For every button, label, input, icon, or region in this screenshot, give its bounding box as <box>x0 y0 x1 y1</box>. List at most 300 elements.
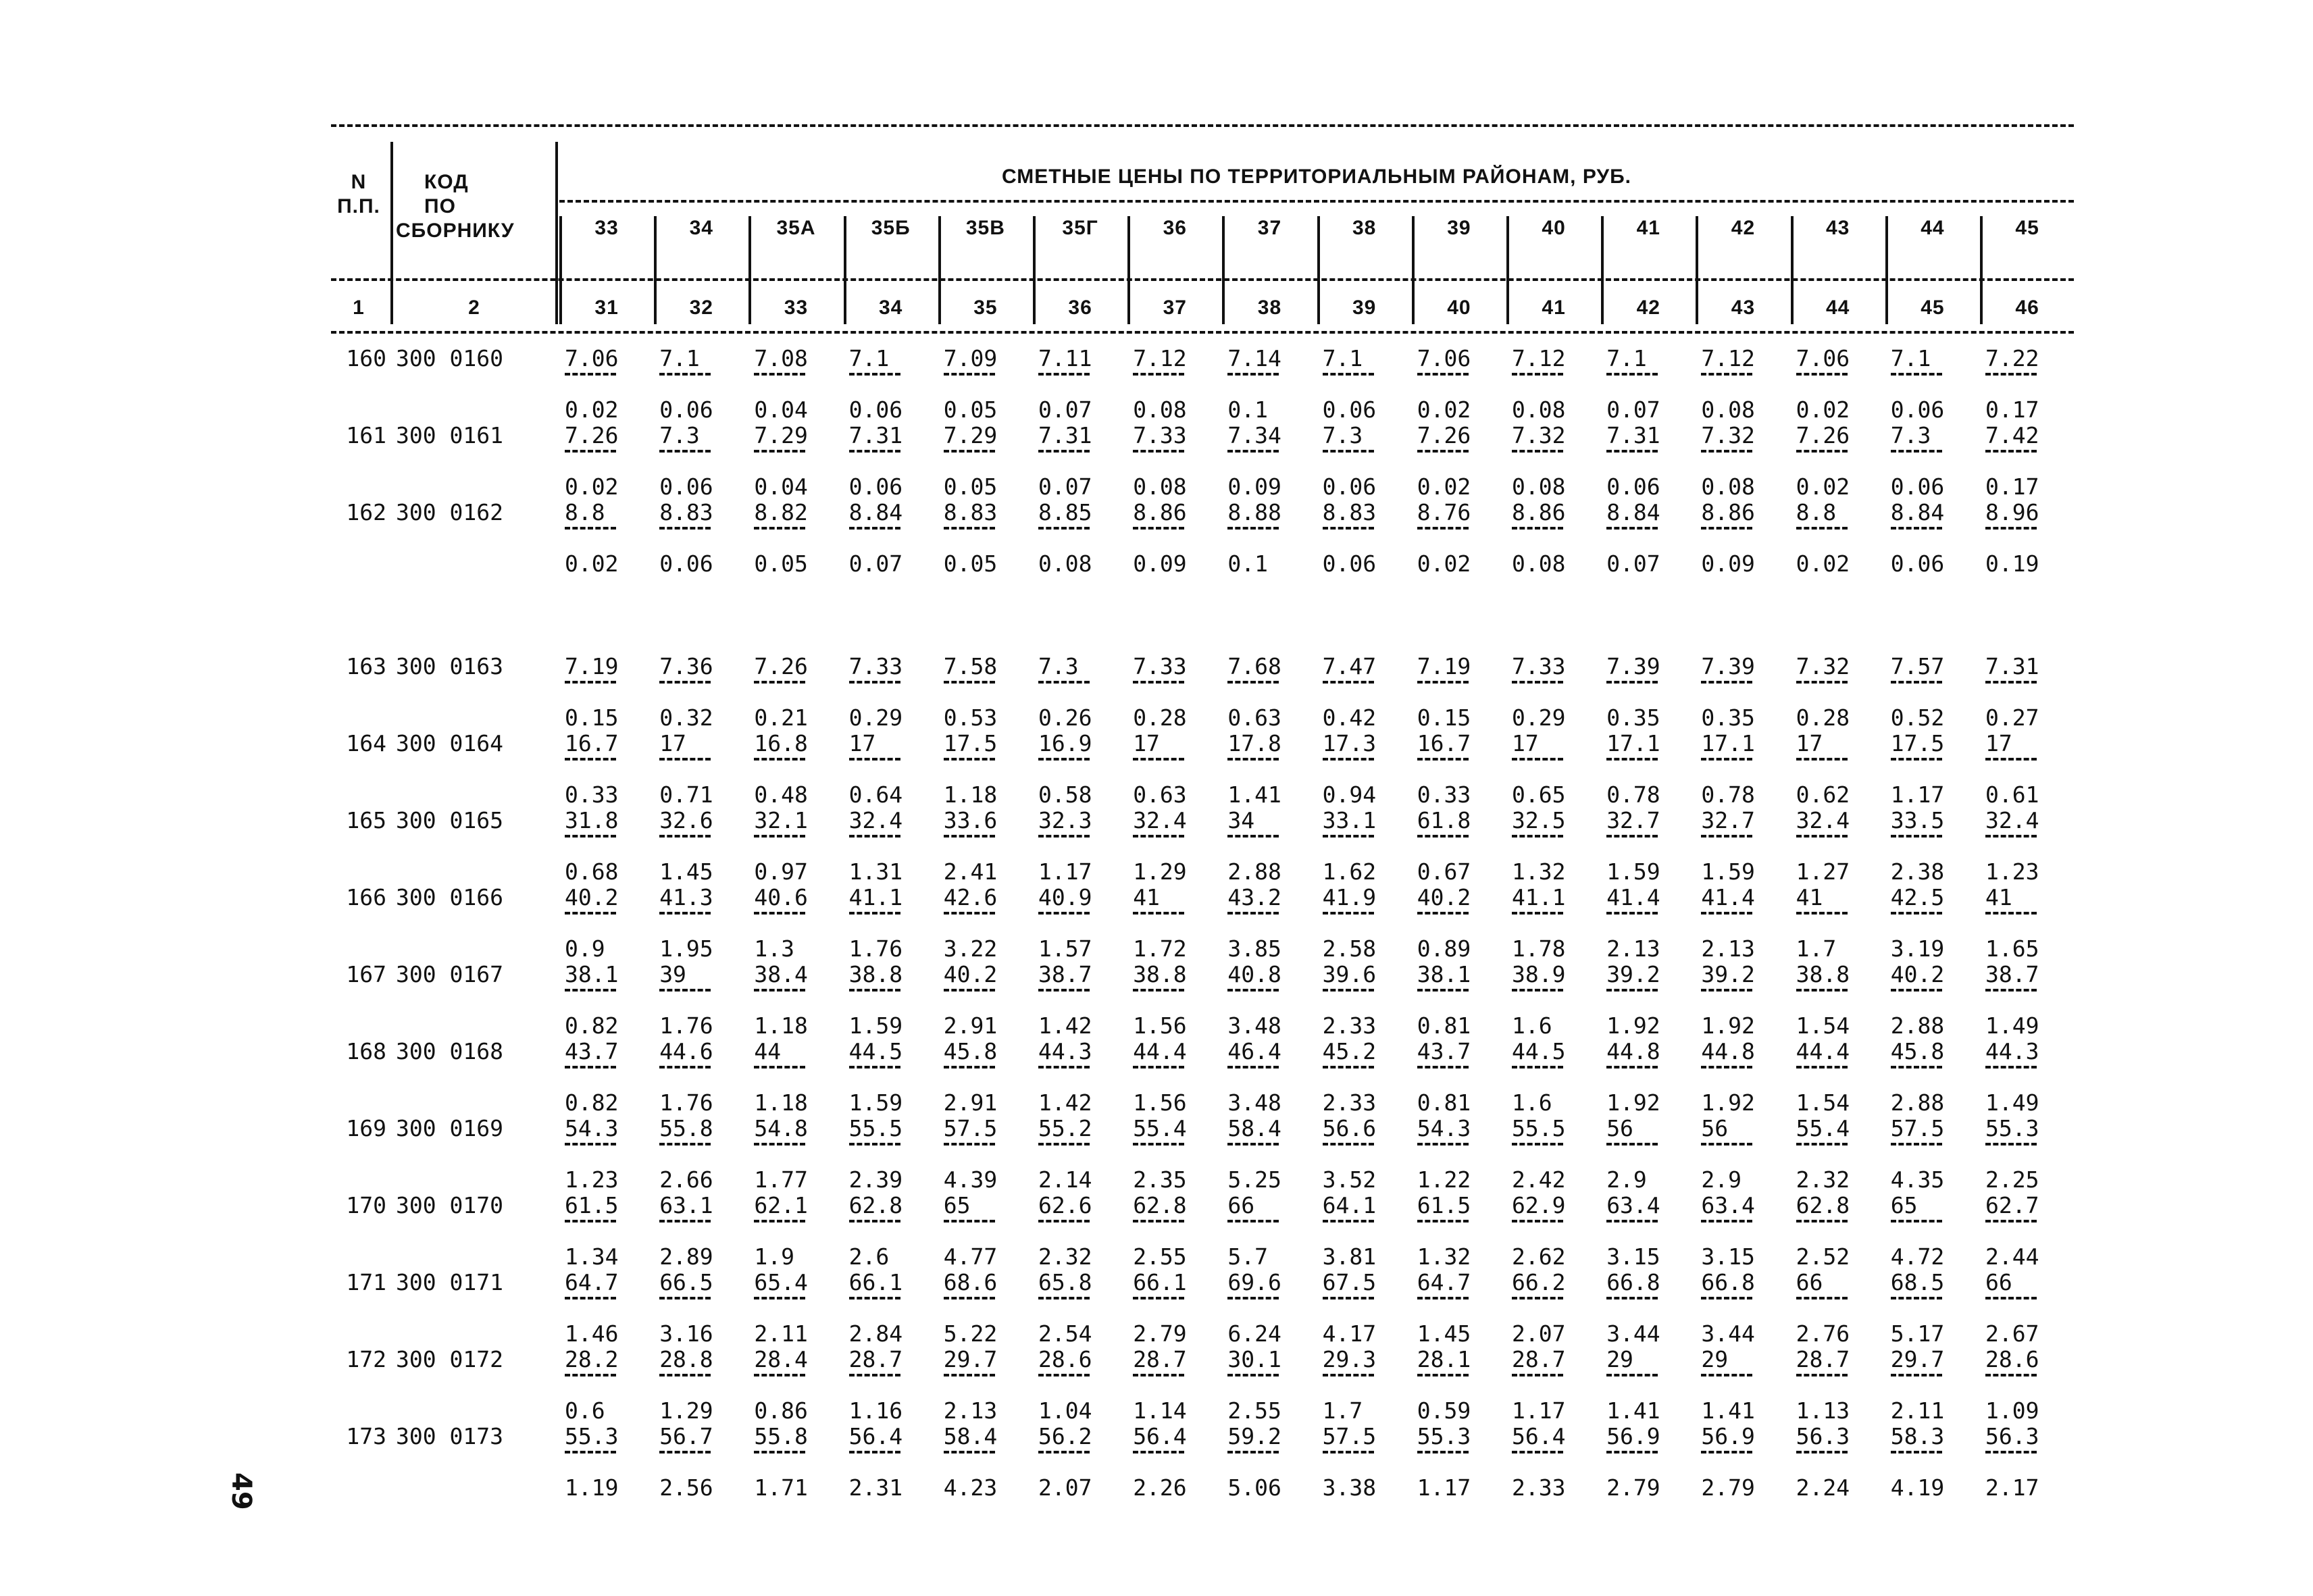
price-value: 40.2 <box>1417 884 1471 910</box>
price-value: 57.5 <box>1322 1423 1377 1449</box>
price-value: 8.88 <box>1227 499 1281 525</box>
price-component-value: 0.05 <box>943 473 998 500</box>
price-component-value: 1.46 <box>565 1320 619 1347</box>
price-value: 44.4 <box>1133 1038 1187 1064</box>
fraction-line <box>1417 450 1469 453</box>
price-value: 68.6 <box>943 1269 998 1295</box>
price-component-value: 0.09 <box>1133 550 1187 577</box>
price-component-value: 0.19 <box>1985 550 2039 577</box>
price-component-value: 1.16 <box>848 1397 903 1424</box>
fraction-line <box>1417 1297 1469 1299</box>
price-value: 65.8 <box>1038 1269 1092 1295</box>
fraction-line <box>1323 1066 1374 1069</box>
price-value: 55.5 <box>1512 1115 1566 1141</box>
price-component-value: 0.33 <box>1417 781 1471 808</box>
price-component-value: 0.68 <box>565 858 619 885</box>
price-component-value: 0.07 <box>1038 473 1092 500</box>
price-value: 17.5 <box>943 730 998 756</box>
price-component-value: 1.49 <box>1985 1089 2039 1116</box>
price-value: 7.14 <box>1227 345 1281 371</box>
row-code: 300 0171 <box>396 1269 503 1295</box>
fraction-line <box>1323 1143 1374 1145</box>
fraction-line <box>1133 989 1184 992</box>
fraction-line <box>754 1220 805 1222</box>
fraction-line <box>1701 1066 1752 1069</box>
price-component-value: 1.17 <box>1417 1474 1471 1501</box>
price-value: 8.76 <box>1417 499 1471 525</box>
price-component-value: 1.29 <box>1133 858 1187 885</box>
price-component-value: 4.17 <box>1322 1320 1377 1347</box>
price-component-value: 2.38 <box>1890 858 1945 885</box>
price-component-value: 2.6 <box>848 1243 890 1270</box>
fraction-line <box>944 1143 995 1145</box>
fraction-line <box>1701 1297 1752 1299</box>
price-value: 41.9 <box>1322 884 1377 910</box>
price-component-value: 1.09 <box>1985 1397 2039 1424</box>
fraction-line <box>1606 527 1658 530</box>
fraction-line <box>1417 1220 1469 1222</box>
price-component-value: 2.54 <box>1038 1320 1092 1347</box>
column-number-7: 38 <box>1257 297 1282 319</box>
price-component-value: 0.6 <box>565 1397 605 1424</box>
fraction-line <box>849 1066 900 1069</box>
fraction-line <box>1038 373 1090 376</box>
price-component-value: 0.06 <box>659 550 713 577</box>
price-value: 55.5 <box>848 1115 903 1141</box>
price-component-value: 2.9 <box>1606 1166 1647 1193</box>
price-component-value: 0.06 <box>1890 396 1945 423</box>
price-component-value: 0.07 <box>1606 550 1660 577</box>
price-value: 28.4 <box>754 1346 808 1372</box>
fraction-line <box>659 527 711 530</box>
district-header-0: 33 <box>594 217 619 239</box>
price-value: 7.1 <box>1606 345 1647 371</box>
fraction-line <box>944 681 995 684</box>
price-component-value: 0.06 <box>848 396 903 423</box>
fraction-line <box>1133 1297 1184 1299</box>
price-component-value: 5.7 <box>1227 1243 1268 1270</box>
fraction-line <box>1985 989 2037 992</box>
price-component-value: 0.02 <box>1417 396 1471 423</box>
page-number: 49 <box>226 1472 257 1510</box>
fraction-line <box>1227 1374 1279 1376</box>
price-value: 63.1 <box>659 1192 713 1218</box>
price-value: 7.47 <box>1322 653 1377 679</box>
fraction-line <box>1133 527 1184 530</box>
price-component-value: 2.13 <box>1701 935 1755 962</box>
fraction-line <box>565 450 616 453</box>
price-value: 66.2 <box>1512 1269 1566 1295</box>
price-component-value: 0.17 <box>1985 396 2039 423</box>
price-value: 29.7 <box>1890 1346 1945 1372</box>
price-value: 58.4 <box>943 1423 998 1449</box>
district-header-14: 44 <box>1921 217 1945 239</box>
price-component-value: 0.28 <box>1796 704 1850 731</box>
price-component-value: 2.24 <box>1796 1474 1850 1501</box>
fraction-line <box>1891 450 1942 453</box>
price-value: 8.84 <box>1890 499 1945 525</box>
fraction-line <box>754 681 805 684</box>
fraction-line <box>1701 373 1752 376</box>
price-component-value: 1.45 <box>659 858 713 885</box>
price-component-value: 2.31 <box>848 1474 903 1501</box>
price-component-value: 0.09 <box>1701 550 1755 577</box>
price-component-value: 0.08 <box>1133 473 1187 500</box>
row-code: 300 0162 <box>396 499 503 525</box>
price-value: 56 <box>1606 1115 1633 1141</box>
col-num-2: 2 <box>468 297 480 319</box>
price-value: 66.5 <box>659 1269 713 1295</box>
price-value: 44.8 <box>1606 1038 1660 1064</box>
fraction-line <box>1891 1451 1942 1453</box>
price-component-value: 1.17 <box>1038 858 1092 885</box>
column-number-8: 39 <box>1352 297 1377 319</box>
fraction-line <box>944 1297 995 1299</box>
price-value: 28.6 <box>1985 1346 2039 1372</box>
fraction-line <box>1038 1451 1090 1453</box>
fraction-line <box>849 835 900 838</box>
fraction-line <box>1417 758 1469 761</box>
fraction-line <box>849 527 900 530</box>
price-value: 8.83 <box>1322 499 1377 525</box>
price-value: 7.19 <box>1417 653 1471 679</box>
price-value: 7.32 <box>1796 653 1850 679</box>
price-component-value: 1.6 <box>1512 1012 1552 1039</box>
price-component-value: 0.08 <box>1512 396 1566 423</box>
district-header-8: 38 <box>1352 217 1377 239</box>
price-component-value: 1.13 <box>1796 1397 1850 1424</box>
price-value: 38.1 <box>565 961 619 987</box>
fraction-line <box>1512 1066 1563 1069</box>
fraction-line <box>754 527 805 530</box>
fraction-line <box>659 1374 711 1376</box>
price-component-value: 4.72 <box>1890 1243 1945 1270</box>
fraction-line <box>1227 1220 1279 1222</box>
price-component-value: 1.56 <box>1133 1089 1187 1116</box>
fraction-line <box>754 758 805 761</box>
price-component-value: 0.05 <box>754 550 808 577</box>
fraction-line <box>1701 1374 1752 1376</box>
price-component-value: 2.25 <box>1985 1166 2039 1193</box>
fraction-line <box>1038 681 1090 684</box>
price-component-value: 1.92 <box>1606 1089 1660 1116</box>
fraction-line <box>849 1220 900 1222</box>
price-value: 28.7 <box>1133 1346 1187 1372</box>
fraction-line <box>1606 835 1658 838</box>
price-value: 17.3 <box>1322 730 1377 756</box>
column-number-4: 35 <box>973 297 998 319</box>
price-value: 7.58 <box>943 653 998 679</box>
price-component-value: 2.07 <box>1038 1474 1092 1501</box>
price-value: 41.4 <box>1606 884 1660 910</box>
fraction-line <box>1606 758 1658 761</box>
price-value: 55.3 <box>1985 1115 2039 1141</box>
price-value: 28.8 <box>659 1346 713 1372</box>
header-divider-code <box>555 142 558 324</box>
price-value: 44.6 <box>659 1038 713 1064</box>
fraction-line <box>1985 1297 2037 1299</box>
fraction-line <box>1038 912 1090 915</box>
fraction-line <box>565 835 616 838</box>
price-value: 7.06 <box>565 345 619 371</box>
price-value: 8.82 <box>754 499 808 525</box>
fraction-line <box>1512 1143 1563 1145</box>
price-value: 64.7 <box>565 1269 619 1295</box>
price-component-value: 0.02 <box>1796 396 1850 423</box>
column-number-11: 42 <box>1636 297 1660 319</box>
price-value: 38.8 <box>848 961 903 987</box>
price-value: 8.86 <box>1133 499 1187 525</box>
fraction-line <box>1038 1297 1090 1299</box>
price-value: 17 <box>1985 730 2012 756</box>
district-header-1: 34 <box>689 217 713 239</box>
price-component-value: 1.41 <box>1227 781 1281 808</box>
fraction-line <box>1133 1374 1184 1376</box>
price-component-value: 3.48 <box>1227 1012 1281 1039</box>
price-value: 56.9 <box>1606 1423 1660 1449</box>
price-component-value: 0.08 <box>1701 473 1755 500</box>
fraction-line <box>1227 1451 1279 1453</box>
price-value: 41.3 <box>659 884 713 910</box>
district-header-11: 41 <box>1636 217 1660 239</box>
fraction-line <box>1985 1374 2037 1376</box>
price-value: 56.7 <box>659 1423 713 1449</box>
fraction-line <box>944 835 995 838</box>
fraction-line <box>1133 681 1184 684</box>
price-component-value: 2.79 <box>1606 1474 1660 1501</box>
fraction-line <box>1891 912 1942 915</box>
price-value: 7.11 <box>1038 345 1092 371</box>
fraction-line <box>565 912 616 915</box>
col-code-sublabel: ПО <box>424 195 456 217</box>
price-value: 7.68 <box>1227 653 1281 679</box>
fraction-line <box>944 989 995 992</box>
fraction-line <box>1606 1220 1658 1222</box>
price-value: 7.33 <box>1133 653 1187 679</box>
price-component-value: 0.94 <box>1322 781 1377 808</box>
price-component-value: 0.53 <box>943 704 998 731</box>
price-value: 17.8 <box>1227 730 1281 756</box>
column-number-10: 41 <box>1542 297 1566 319</box>
price-value: 63.4 <box>1606 1192 1660 1218</box>
price-value: 45.8 <box>1890 1038 1945 1064</box>
fraction-line <box>1227 758 1279 761</box>
price-component-value: 3.15 <box>1606 1243 1660 1270</box>
price-component-value: 2.88 <box>1890 1012 1945 1039</box>
fraction-line <box>849 681 900 684</box>
price-value: 17 <box>659 730 686 756</box>
fraction-line <box>754 1297 805 1299</box>
price-component-value: 1.49 <box>1985 1012 2039 1039</box>
price-component-value: 2.84 <box>848 1320 903 1347</box>
fraction-line <box>754 1451 805 1453</box>
price-component-value: 0.04 <box>754 396 808 423</box>
header-inner-rule <box>559 200 2074 203</box>
price-component-value: 2.13 <box>1606 935 1660 962</box>
fraction-line <box>1891 681 1942 684</box>
price-component-value: 1.92 <box>1701 1012 1755 1039</box>
fraction-line <box>1417 989 1469 992</box>
price-component-value: 1.95 <box>659 935 713 962</box>
price-value: 29 <box>1606 1346 1633 1372</box>
fraction-line <box>565 681 616 684</box>
row-number: 171 <box>346 1269 386 1295</box>
fraction-line <box>565 1297 616 1299</box>
price-component-value: 1.6 <box>1512 1089 1552 1116</box>
price-component-value: 3.19 <box>1890 935 1945 962</box>
fraction-line <box>1417 681 1469 684</box>
price-component-value: 0.06 <box>1890 550 1945 577</box>
price-component-value: 0.27 <box>1985 704 2039 731</box>
price-component-value: 2.55 <box>1227 1397 1281 1424</box>
price-value: 32.4 <box>848 807 903 833</box>
fraction-line <box>1985 912 2037 915</box>
price-component-value: 1.59 <box>848 1089 903 1116</box>
price-value: 7.26 <box>754 653 808 679</box>
price-value: 57.5 <box>1890 1115 1945 1141</box>
price-value: 7.39 <box>1606 653 1660 679</box>
fraction-line <box>1512 989 1563 992</box>
row-code: 300 0165 <box>396 807 503 833</box>
price-component-value: 5.25 <box>1227 1166 1281 1193</box>
price-value: 44 <box>754 1038 782 1064</box>
column-number-15: 46 <box>2015 297 2039 319</box>
price-component-value: 0.17 <box>1985 473 2039 500</box>
fraction-line <box>849 1374 900 1376</box>
price-value: 66 <box>1985 1269 2012 1295</box>
price-value: 7.3 <box>1890 422 1931 448</box>
price-component-value: 0.06 <box>1322 396 1377 423</box>
fraction-line <box>1038 450 1090 453</box>
fraction-line <box>944 1066 995 1069</box>
price-value: 61.8 <box>1417 807 1471 833</box>
fraction-line <box>1891 1220 1942 1222</box>
district-header-7: 37 <box>1257 217 1282 239</box>
price-value: 7.33 <box>1512 653 1566 679</box>
price-component-value: 0.48 <box>754 781 808 808</box>
price-component-value: 0.81 <box>1417 1089 1471 1116</box>
fraction-line <box>1323 989 1374 992</box>
price-value: 66.1 <box>848 1269 903 1295</box>
price-value: 41 <box>1796 884 1823 910</box>
price-value: 7.34 <box>1227 422 1281 448</box>
fraction-line <box>944 527 995 530</box>
fraction-line <box>849 758 900 761</box>
price-value: 40.8 <box>1227 961 1281 987</box>
price-value: 17.5 <box>1890 730 1945 756</box>
fraction-line <box>1133 758 1184 761</box>
price-component-value: 0.35 <box>1701 704 1755 731</box>
price-value: 7.31 <box>848 422 903 448</box>
price-value: 66 <box>1796 1269 1823 1295</box>
fraction-line <box>1512 373 1563 376</box>
price-value: 8.8 <box>1796 499 1837 525</box>
fraction-line <box>754 835 805 838</box>
fraction-line <box>1038 835 1090 838</box>
price-component-value: 2.13 <box>943 1397 998 1424</box>
price-value: 65 <box>943 1192 971 1218</box>
price-component-value: 0.28 <box>1133 704 1187 731</box>
price-value: 33.5 <box>1890 807 1945 833</box>
price-value: 8.96 <box>1985 499 2039 525</box>
row-code: 300 0166 <box>396 884 503 910</box>
fraction-line <box>754 373 805 376</box>
fraction-line <box>1512 1374 1563 1376</box>
price-value: 54.8 <box>754 1115 808 1141</box>
price-component-value: 1.76 <box>659 1089 713 1116</box>
price-component-value: 1.17 <box>1890 781 1945 808</box>
fraction-line <box>849 1451 900 1453</box>
fraction-line <box>659 1297 711 1299</box>
price-component-value: 2.39 <box>848 1166 903 1193</box>
price-value: 68.5 <box>1890 1269 1945 1295</box>
price-value: 42.5 <box>1890 884 1945 910</box>
price-component-value: 3.52 <box>1322 1166 1377 1193</box>
price-component-value: 0.63 <box>1227 704 1281 731</box>
fraction-line <box>1606 450 1658 453</box>
price-value: 17 <box>1512 730 1539 756</box>
price-value: 41.1 <box>1512 884 1566 910</box>
fraction-line <box>1701 681 1752 684</box>
column-number-5: 36 <box>1068 297 1092 319</box>
fraction-line <box>1796 835 1848 838</box>
fraction-line <box>1606 912 1658 915</box>
fraction-line <box>1796 1143 1848 1145</box>
price-value: 61.5 <box>1417 1192 1471 1218</box>
col-code-sublabel-2: СБОРНИКУ <box>396 220 515 242</box>
fraction-line <box>1796 912 1848 915</box>
price-component-value: 0.9 <box>565 935 605 962</box>
fraction-line <box>1133 373 1184 376</box>
price-value: 39.2 <box>1701 961 1755 987</box>
price-value: 29.3 <box>1322 1346 1377 1372</box>
price-value: 28.7 <box>1512 1346 1566 1372</box>
price-value: 29 <box>1701 1346 1729 1372</box>
price-component-value: 0.06 <box>1322 550 1377 577</box>
price-component-value: 0.02 <box>1417 550 1471 577</box>
price-component-value: 4.23 <box>943 1474 998 1501</box>
price-component-value: 0.02 <box>565 396 619 423</box>
price-value: 16.7 <box>565 730 619 756</box>
column-number-12: 43 <box>1731 297 1756 319</box>
fraction-line <box>1796 1066 1848 1069</box>
fraction-line <box>1323 1451 1374 1453</box>
price-component-value: 1.72 <box>1133 935 1187 962</box>
price-value: 56 <box>1701 1115 1729 1141</box>
price-value: 7.26 <box>1417 422 1471 448</box>
price-value: 7.08 <box>754 345 808 371</box>
district-header-13: 43 <box>1826 217 1850 239</box>
price-component-value: 2.11 <box>754 1320 808 1347</box>
price-component-value: 1.62 <box>1322 858 1377 885</box>
price-component-value: 1.19 <box>565 1474 619 1501</box>
price-component-value: 1.76 <box>848 935 903 962</box>
price-value: 16.7 <box>1417 730 1471 756</box>
price-value: 55.8 <box>659 1115 713 1141</box>
fraction-line <box>1701 527 1752 530</box>
fraction-line <box>1985 1066 2037 1069</box>
price-value: 29.7 <box>943 1346 998 1372</box>
price-value: 41.4 <box>1701 884 1755 910</box>
price-component-value: 0.07 <box>1038 396 1092 423</box>
price-value: 44.3 <box>1985 1038 2039 1064</box>
fraction-line <box>754 1066 805 1069</box>
district-header-12: 42 <box>1731 217 1756 239</box>
price-component-value: 0.06 <box>1890 473 1945 500</box>
price-component-value: 1.27 <box>1796 858 1850 885</box>
price-value: 62.8 <box>1796 1192 1850 1218</box>
price-value: 39.2 <box>1606 961 1660 987</box>
